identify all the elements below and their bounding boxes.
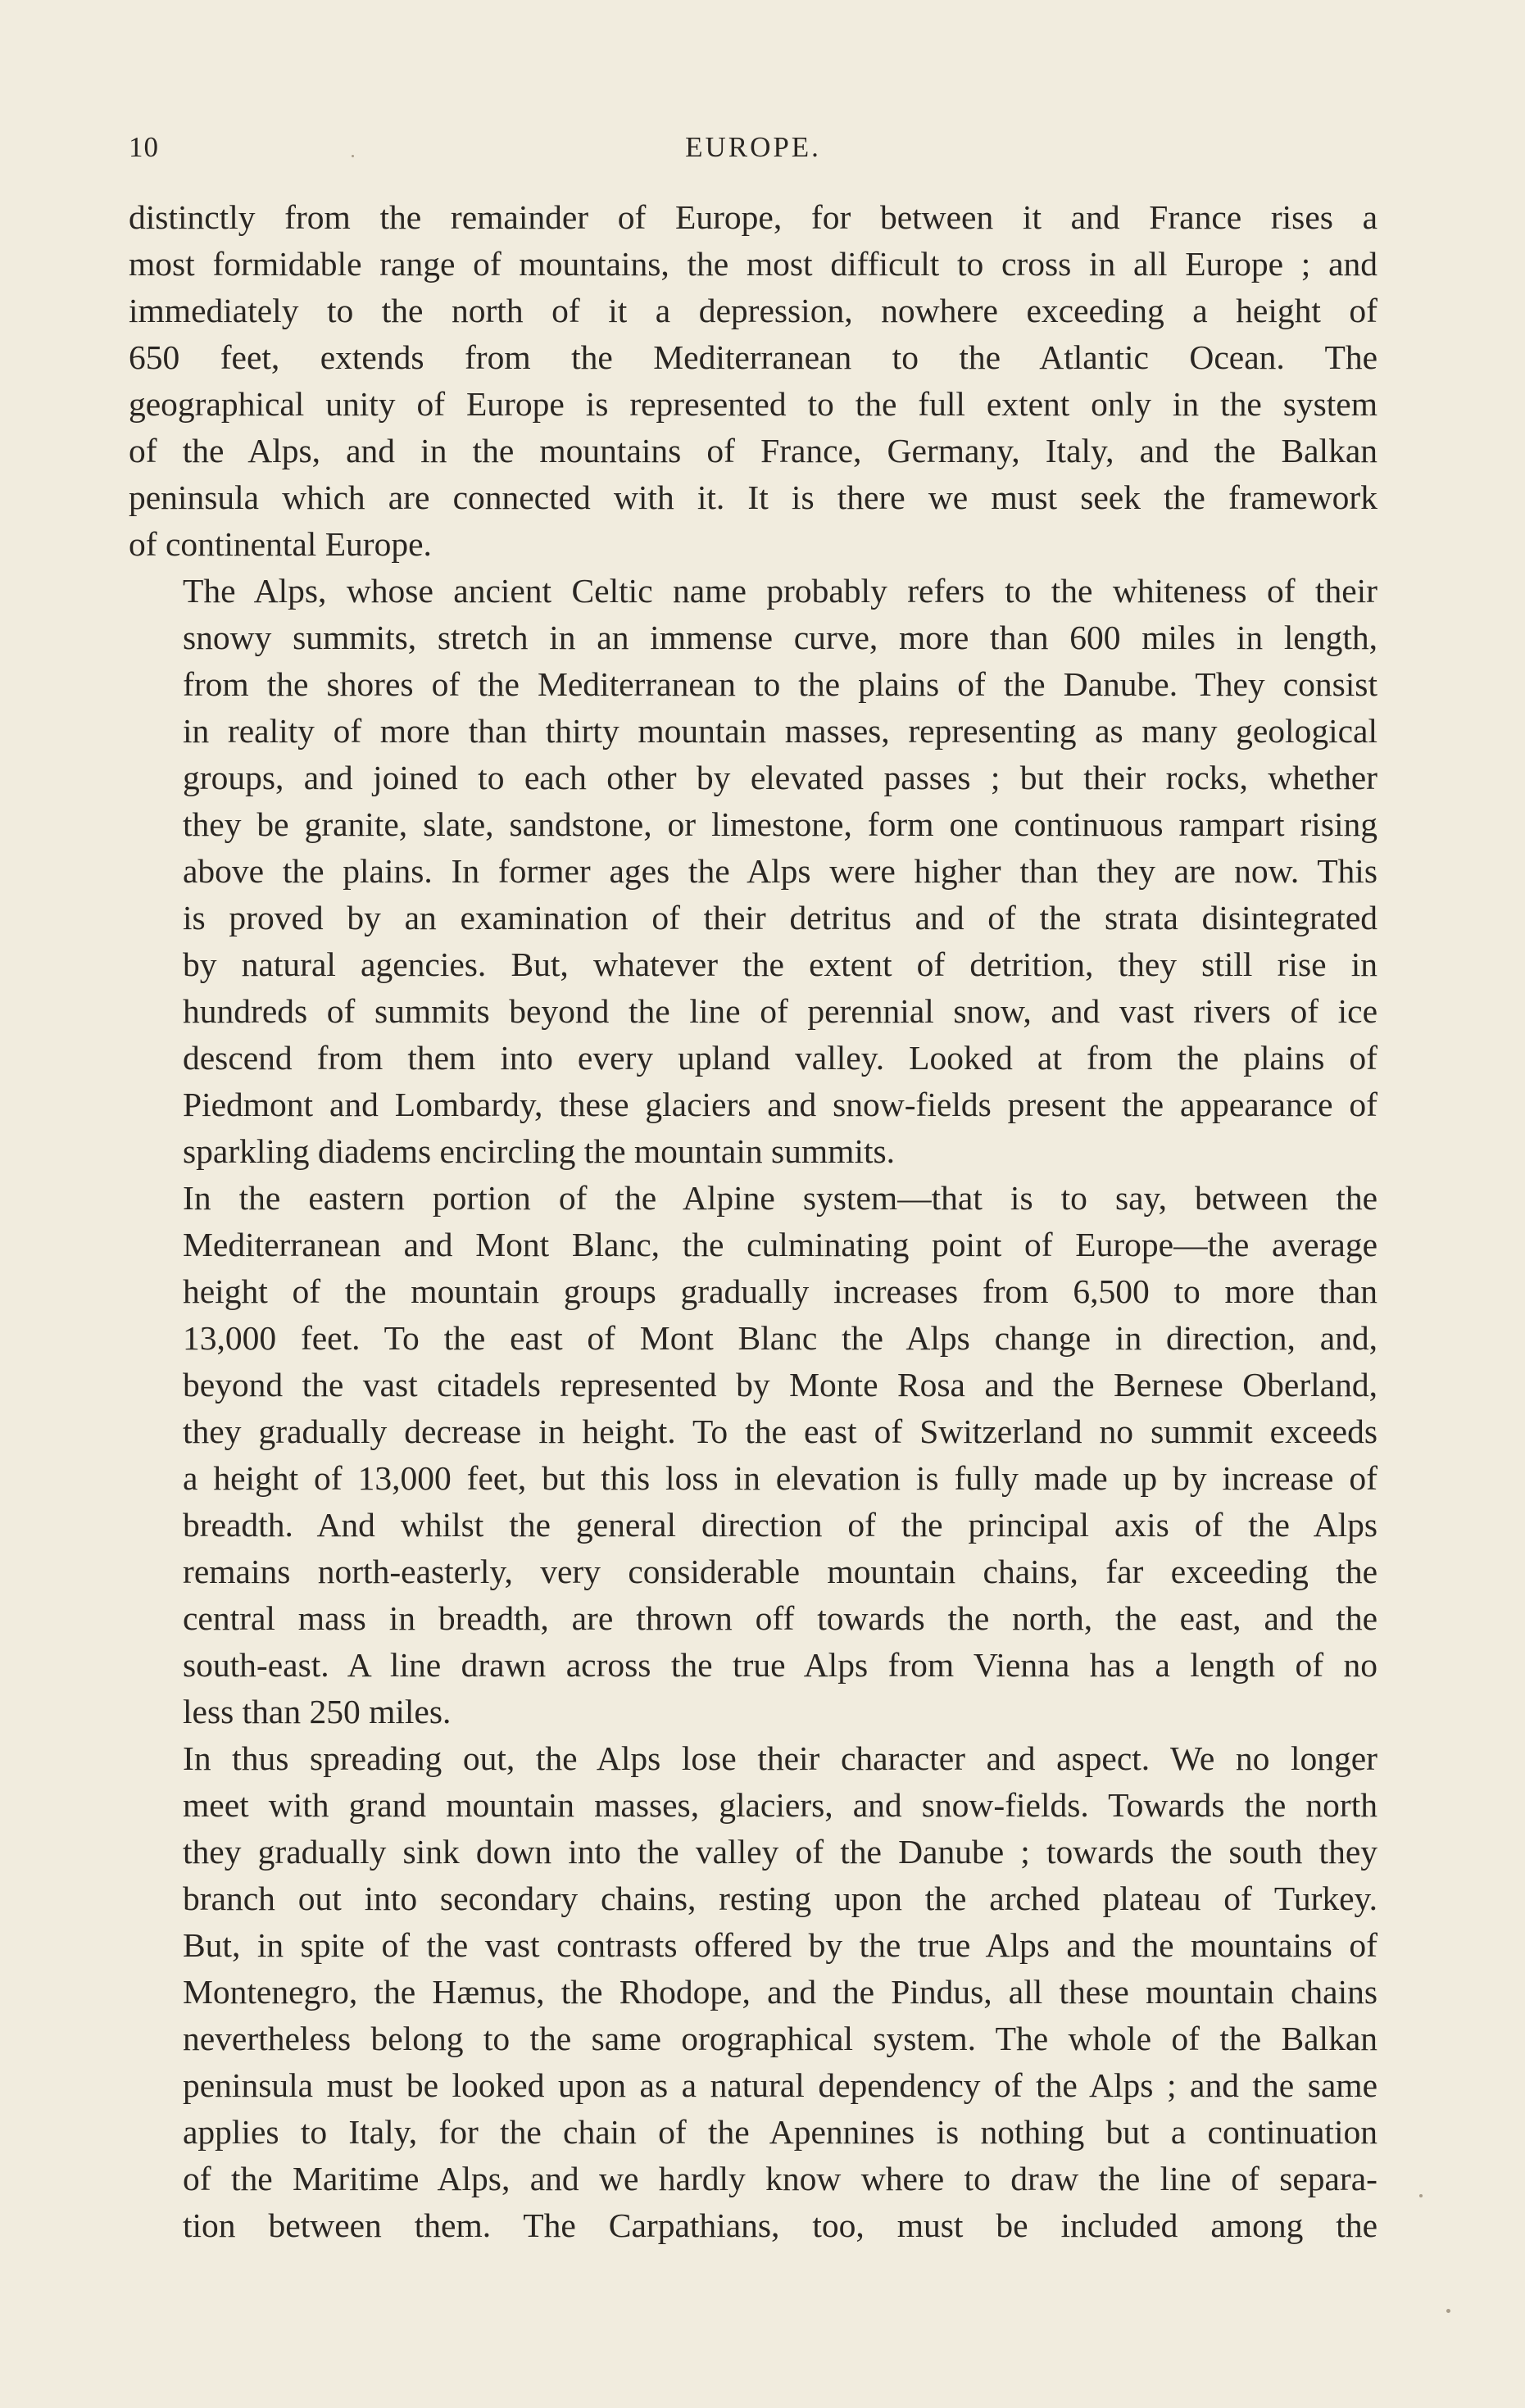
paragraph-2 (129, 568, 1377, 1175)
paragraph-4 (129, 1735, 1377, 2249)
text-line: The Alps, whose ancient Celtic name probably refers to the whiteness of their (183, 572, 1377, 610)
text-line: less than 250 miles. (183, 1693, 452, 1730)
text-line: descend from them into every upland valley. Looked at from the plains of (183, 1039, 1377, 1077)
text-line: they gradually sink down into the valley of the Danube ; towards the south they (183, 1833, 1377, 1871)
text-line: from the shores of the Mediterranean to the plains of the Danube. They consist (183, 665, 1377, 703)
text-line: a height of 13,000 feet, but this loss in elevation is fully made up by increase of (183, 1459, 1377, 1497)
text-line: nevertheless belong to the same orographical system. The whole of the Balkan (183, 2020, 1377, 2057)
page-number: 10 (129, 131, 159, 163)
text-line: they be granite, slate, sandstone, or limestone, form one continuous rampart rising (183, 805, 1377, 843)
paper-speck (352, 155, 354, 157)
text-line: Montenegro, the Hæmus, the Rhodope, and the Pindus, all these mountain chains (183, 1973, 1377, 2011)
text-line: branch out into secondary chains, resting upon the arched plateau of Turkey. (183, 1880, 1377, 1917)
text-line: In thus spreading out, the Alps lose their character and aspect. We no longer (183, 1739, 1377, 1777)
text-line: by natural agencies. But, whatever the extent of detrition, they still rise in (183, 946, 1377, 983)
text-line: of the Alps, and in the mountains of France, Germany, Italy, and the Balkan (129, 432, 1377, 469)
running-title: EUROPE. (685, 131, 821, 163)
text-line: peninsula must be looked upon as a natural dependency of the Alps ; and the same (183, 2066, 1377, 2104)
text-line: breadth. And whilst the general direction of the principal axis of the Alps (183, 1506, 1377, 1544)
text-line: immediately to the north of it a depression, nowhere exceeding a height of (129, 292, 1377, 329)
text-line: is proved by an examination of their detritus and of the strata disintegrated (183, 899, 1377, 936)
body-text (129, 194, 1377, 2249)
text-line: in reality of more than thirty mountain masses, representing as many geological (183, 712, 1377, 750)
text-line: height of the mountain groups gradually increases from 6,500 to more than (183, 1272, 1377, 1310)
text-line: applies to Italy, for the chain of the Apennines is nothing but a continuation (183, 2113, 1377, 2151)
running-head (129, 123, 1377, 172)
text-line: sparkling diadems encircling the mountain summits. (183, 1132, 896, 1170)
text-line: distinctly from the remainder of Europe, for between it and France rises a (129, 198, 1377, 236)
text-line: 650 feet, extends from the Mediterranean to the Atlantic Ocean. The (129, 338, 1377, 376)
text-line: peninsula which are connected with it. It is there we must seek the framework (129, 478, 1377, 516)
text-line: geographical unity of Europe is represented to the full extent only in the system (129, 385, 1377, 423)
paragraph-3 (129, 1175, 1377, 1735)
text-line: But, in spite of the vast contrasts offered by the true Alps and the mountains of (183, 1926, 1377, 1964)
text-line: In the eastern portion of the Alpine system—that is to say, between the (183, 1179, 1377, 1217)
text-line: Mediterranean and Mont Blanc, the culminating point of Europe—the average (183, 1226, 1377, 1263)
text-line: 13,000 feet. To the east of Mont Blanc the Alps change in direction, and, (183, 1319, 1377, 1357)
text-line: south-east. A line drawn across the true Alps from Vienna has a length of no (183, 1646, 1377, 1684)
text-line: of continental Europe. (129, 525, 432, 563)
text-line: snowy summits, stretch in an immense curve, more than 600 miles in length, (183, 619, 1377, 656)
paper-speck (1446, 2309, 1450, 2313)
text-line: most formidable range of mountains, the most difficult to cross in all Europe ; and (129, 245, 1377, 283)
text-line: of the Maritime Alps, and we hardly know where to draw the line of separa- (183, 2160, 1377, 2197)
text-line: central mass in breadth, are thrown off towards the north, the east, and the (183, 1599, 1377, 1637)
text-line: beyond the vast citadels represented by Monte Rosa and the Bernese Oberland, (183, 1366, 1377, 1404)
paragraph-1 (129, 194, 1377, 568)
text-line: remains north-easterly, very considerable mountain chains, far exceeding the (183, 1553, 1377, 1590)
text-line: they gradually decrease in height. To the east of Switzerland no summit exceeds (183, 1413, 1377, 1450)
text-line: groups, and joined to each other by elevated passes ; but their rocks, whether (183, 759, 1377, 796)
text-line: above the plains. In former ages the Alps were higher than they are now. This (183, 852, 1377, 890)
text-line: Piedmont and Lombardy, these glaciers and snow-fields present the appearance of (183, 1086, 1377, 1123)
paper-speck (1419, 2194, 1423, 2197)
text-line: meet with grand mountain masses, glaciers, and snow-fields. Towards the north (183, 1786, 1377, 1824)
text-line: tion between them. The Carpathians, too, must be included among the (183, 2206, 1377, 2244)
text-line: hundreds of summits beyond the line of perennial snow, and vast rivers of ice (183, 992, 1377, 1030)
